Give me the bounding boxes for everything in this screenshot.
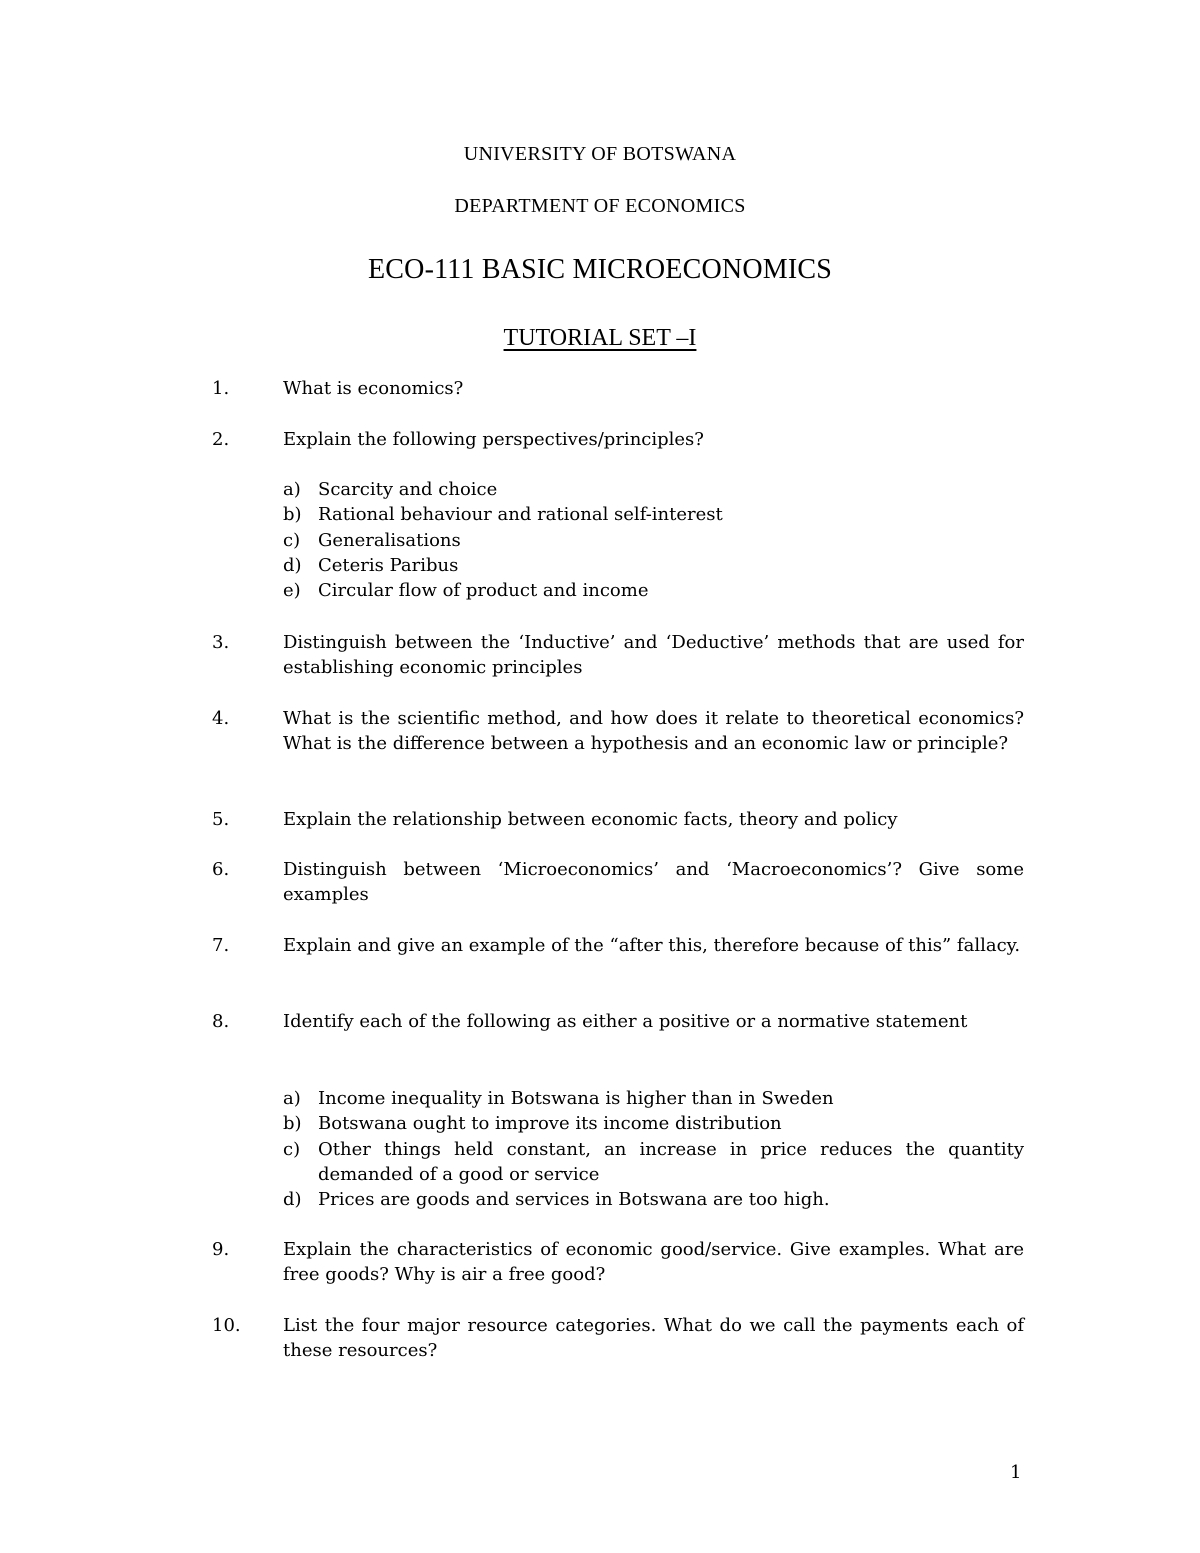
question-10 (212, 1313, 1024, 1364)
list-item (283, 502, 1024, 527)
list-item (283, 528, 1024, 553)
question-number: 4. (212, 708, 230, 729)
item-letter: d) (283, 554, 302, 576)
question-number: 10. (212, 1315, 241, 1336)
question-text: List the four major resource categories. What do we call the payments each of these resources? (283, 1315, 1024, 1362)
question-6 (212, 857, 1024, 908)
question-text: Explain the characteristics of economic good/service. Give examples. What are free goods? Why is air a free good? (283, 1239, 1024, 1286)
question-text: Explain the following perspectives/principles? (283, 429, 704, 450)
question-4 (212, 706, 1024, 757)
department-name: DEPARTMENT OF ECONOMICS (454, 195, 746, 217)
item-letter: a) (283, 1088, 301, 1109)
list-item (283, 1137, 1024, 1188)
university-name: UNIVERSITY OF BOTSWANA (463, 143, 737, 165)
item-text: Ceteris Paribus (318, 554, 459, 576)
item-text: Generalisations (318, 529, 461, 551)
item-text: Scarcity and choice (318, 479, 498, 500)
question-text: Explain and give an example of the “after this, therefore because of this” fallacy. (283, 935, 1021, 956)
question-number: 2. (212, 429, 230, 450)
item-text: Rational behaviour and rational self-interest (318, 504, 723, 526)
list-item (283, 553, 1024, 578)
list-item (283, 578, 1024, 603)
question-text: What is the scientific method, and how does it relate to theoretical economics? What is the difference between a hypothesis and an economic law or principle? (283, 708, 1024, 755)
item-letter: b) (283, 504, 302, 526)
question-8 (212, 1009, 1024, 1034)
question-8-sublist (283, 1086, 1024, 1212)
question-number: 1. (212, 378, 230, 399)
item-letter: a) (283, 479, 301, 500)
item-text: Income inequality in Botswana is higher than in Sweden (318, 1088, 834, 1109)
question-text: Distinguish between ‘Microeconomics’ and ‘Macroeconomics’? Give some examples (283, 859, 1024, 906)
question-2 (212, 427, 1024, 452)
item-text: Prices are goods and services in Botswana are too high. (318, 1189, 830, 1211)
tutorial-title: TUTORIAL SET –I (503, 325, 697, 351)
question-7 (212, 933, 1024, 958)
question-text: Distinguish between the ‘Inductive’ and ‘Deductive’ methods that are used for establishing economic principles (283, 632, 1024, 679)
question-9 (212, 1237, 1024, 1288)
question-text: Explain the relationship between economic facts, theory and policy (283, 809, 898, 830)
question-number: 9. (212, 1239, 230, 1260)
list-item (283, 1187, 1024, 1212)
list-item (283, 1086, 1024, 1111)
question-number: 7. (212, 935, 230, 956)
question-number: 3. (212, 632, 230, 653)
course-title: ECO-111 BASIC MICROECONOMICS (367, 254, 833, 285)
question-3 (212, 630, 1024, 681)
question-number: 8. (212, 1011, 230, 1032)
item-letter: e) (283, 580, 301, 602)
item-text: Other things held constant, an increase in price reduces the quantity demanded of a good or service (318, 1138, 1024, 1185)
question-number: 5. (212, 809, 230, 830)
item-letter: b) (283, 1113, 302, 1135)
list-item (283, 1111, 1024, 1136)
list-item (283, 477, 1024, 502)
item-text: Circular flow of product and income (318, 580, 649, 602)
question-5 (212, 807, 1024, 832)
item-letter: c) (283, 529, 301, 551)
question-1 (212, 376, 1024, 401)
question-number: 6. (212, 859, 230, 880)
question-text: Identify each of the following as either a positive or a normative statement (283, 1011, 968, 1032)
question-2-sublist (283, 477, 1024, 603)
page-number: 1 (1010, 1462, 1022, 1483)
item-text: Botswana ought to improve its income distribution (318, 1113, 782, 1135)
question-text: What is economics? (283, 378, 464, 399)
item-letter: c) (283, 1138, 301, 1160)
item-letter: d) (283, 1189, 302, 1211)
